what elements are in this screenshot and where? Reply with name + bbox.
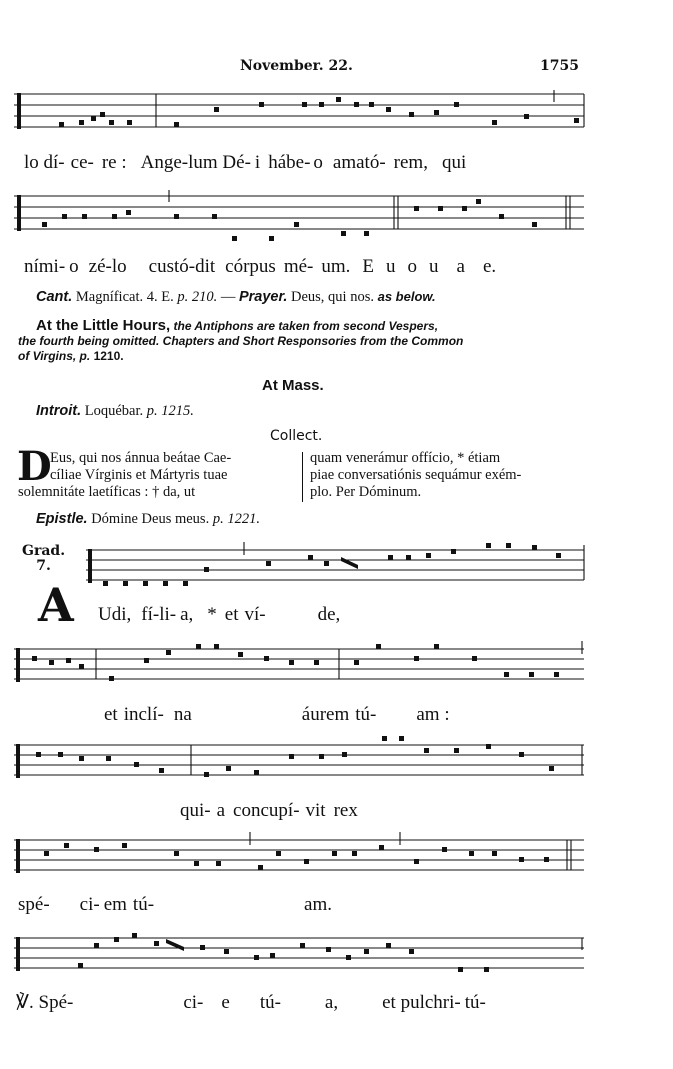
syllable: vit bbox=[305, 800, 326, 821]
syllable: em bbox=[103, 894, 127, 915]
syllable: ce- bbox=[70, 152, 94, 173]
syllable: ℣. Spé- bbox=[16, 992, 74, 1013]
syllable: rex bbox=[333, 800, 358, 821]
syllable: a, bbox=[180, 604, 194, 625]
running-header: November. 22. bbox=[240, 58, 353, 74]
syllable: na bbox=[173, 704, 192, 725]
syllable: o bbox=[313, 152, 323, 173]
collect-right-line: plo. Per Dóminum. bbox=[310, 484, 422, 500]
gradual-lyrics-5 bbox=[16, 991, 586, 1014]
syllable: inclí- bbox=[123, 704, 164, 725]
syllable: amató- bbox=[332, 152, 386, 173]
introit-text: Loquébar. bbox=[84, 403, 144, 419]
gradual-lyrics-3 bbox=[180, 800, 580, 822]
chant-staff-2 bbox=[14, 186, 604, 246]
syllable: spé- bbox=[18, 894, 50, 915]
chant-staff-gradual-2 bbox=[14, 636, 604, 696]
introit-line bbox=[36, 403, 194, 420]
collect-right-column bbox=[310, 450, 600, 501]
syllable: de, bbox=[317, 604, 341, 625]
canticle-tone: 4. E. bbox=[146, 289, 174, 305]
little-hours-line1: the Antiphons are taken from second Vespers, bbox=[173, 319, 439, 333]
introit-page-ref: p. 1215. bbox=[146, 403, 194, 419]
syllable: Ange- bbox=[140, 152, 189, 173]
syllable: o bbox=[407, 256, 417, 277]
syllable: qui bbox=[441, 152, 467, 173]
collect-left-line: cíliae Vírginis et Mártyris tuae bbox=[50, 467, 228, 483]
syllable: E bbox=[362, 256, 374, 277]
prayer-text: Deus, qui nos. bbox=[291, 289, 374, 305]
gradual-label-text: Grad. bbox=[22, 543, 66, 559]
collect-left-line3: solemnitáte laetíficas : † da, ut bbox=[18, 484, 196, 500]
syllable: zé- bbox=[88, 256, 112, 277]
mass-heading: At Mass. bbox=[262, 377, 324, 394]
syllable: am. bbox=[304, 894, 332, 915]
syllable: áurem bbox=[301, 704, 350, 725]
syllable: dit bbox=[195, 256, 216, 277]
gradual-lyrics-2 bbox=[104, 704, 584, 726]
syllable: ví- bbox=[244, 604, 266, 625]
syllable: custó- bbox=[148, 256, 196, 277]
epistle-line bbox=[36, 511, 260, 528]
collect-right-line: quam venerámur offício, * étiam bbox=[310, 450, 501, 466]
syllable: * bbox=[207, 604, 217, 625]
little-hours-page: 1210. bbox=[93, 349, 124, 363]
collect-right-line: piae conversatiónis sequámur exém- bbox=[310, 467, 522, 483]
gradual-lyrics-4 bbox=[18, 894, 578, 916]
gradual-label bbox=[22, 544, 65, 574]
collect-left-column bbox=[50, 450, 295, 484]
gradual-lyrics-1 bbox=[98, 604, 598, 626]
syllable: re : bbox=[101, 152, 127, 173]
lyrics-line-1 bbox=[24, 152, 584, 174]
syllable: lo bbox=[111, 256, 127, 277]
syllable: hábe- bbox=[268, 152, 311, 173]
syllable: rem, bbox=[393, 152, 428, 173]
syllable: i bbox=[254, 152, 261, 173]
syllable: ními- bbox=[24, 256, 66, 277]
collect-heading: Collect. bbox=[270, 428, 323, 444]
syllable: o bbox=[69, 256, 79, 277]
syllable: u bbox=[386, 256, 396, 277]
syllable: tú- bbox=[132, 894, 155, 915]
epistle-page-ref: p. 1221. bbox=[212, 511, 260, 527]
syllable: Udi, bbox=[98, 604, 132, 625]
syllable: am : bbox=[416, 704, 450, 725]
epistle-text: Dómine Deus meus. bbox=[91, 511, 210, 527]
little-hours-heading: At the Little Hours, bbox=[36, 317, 171, 334]
canticle-page-ref: p. 210. bbox=[177, 289, 218, 305]
syllable: u bbox=[429, 256, 439, 277]
collect-initial: D bbox=[17, 443, 52, 490]
gradual-initial: A bbox=[38, 578, 74, 632]
chant-staff-gradual-1 bbox=[86, 537, 606, 597]
chant-staff-1 bbox=[14, 84, 604, 144]
syllable: mé- bbox=[283, 256, 314, 277]
syllable: ci- bbox=[183, 992, 204, 1013]
collect-divider bbox=[302, 452, 303, 502]
syllable: et bbox=[104, 704, 118, 725]
syllable: ci- bbox=[79, 894, 100, 915]
syllable: et bbox=[224, 604, 239, 625]
syllable: tú- bbox=[259, 992, 281, 1013]
syllable: lo dí- bbox=[24, 152, 65, 173]
chant-staff-gradual-5 bbox=[14, 925, 604, 985]
syllable: a bbox=[456, 256, 465, 277]
syllable: a, bbox=[324, 992, 339, 1013]
syllable: a bbox=[216, 800, 226, 821]
syllable: fí- bbox=[141, 604, 160, 625]
canticle-label: Cant. bbox=[36, 289, 73, 305]
prayer-note: as below. bbox=[377, 289, 436, 304]
syllable: um. bbox=[321, 256, 351, 277]
collect-left-line: Eus, qui nos ánnua beátae Cae- bbox=[50, 450, 232, 466]
syllable: concupí- bbox=[233, 800, 300, 821]
syllable: tú- bbox=[355, 704, 377, 725]
little-hours-line2: the fourth being omitted. Chapters and Short Responsories from the Common bbox=[18, 334, 464, 348]
syllable: córpus bbox=[225, 256, 276, 277]
syllable: li- bbox=[159, 604, 177, 625]
little-hours-line3: of Virgins, p. bbox=[18, 349, 91, 363]
syllable: tú- bbox=[464, 992, 486, 1013]
syllable: lum Dé- bbox=[188, 152, 251, 173]
epistle-label: Epistle. bbox=[36, 511, 88, 527]
prayer-label: Prayer. bbox=[238, 289, 288, 305]
gradual-mode: 7. bbox=[36, 558, 51, 574]
canticle-text: Magníficat. bbox=[75, 289, 144, 305]
lyrics-line-2 bbox=[24, 256, 584, 278]
chant-staff-gradual-3 bbox=[14, 732, 604, 792]
page-number: 1755 bbox=[540, 58, 579, 74]
separator: — bbox=[220, 289, 236, 305]
little-hours-block bbox=[18, 318, 588, 364]
syllable: e. bbox=[482, 256, 497, 277]
syllable: et pulchri- bbox=[382, 992, 461, 1013]
syllable: qui- bbox=[180, 800, 211, 821]
chant-staff-gradual-4 bbox=[14, 827, 604, 887]
introit-label: Introit. bbox=[36, 403, 82, 419]
syllable: e bbox=[221, 992, 230, 1013]
canticle-line bbox=[36, 289, 436, 306]
